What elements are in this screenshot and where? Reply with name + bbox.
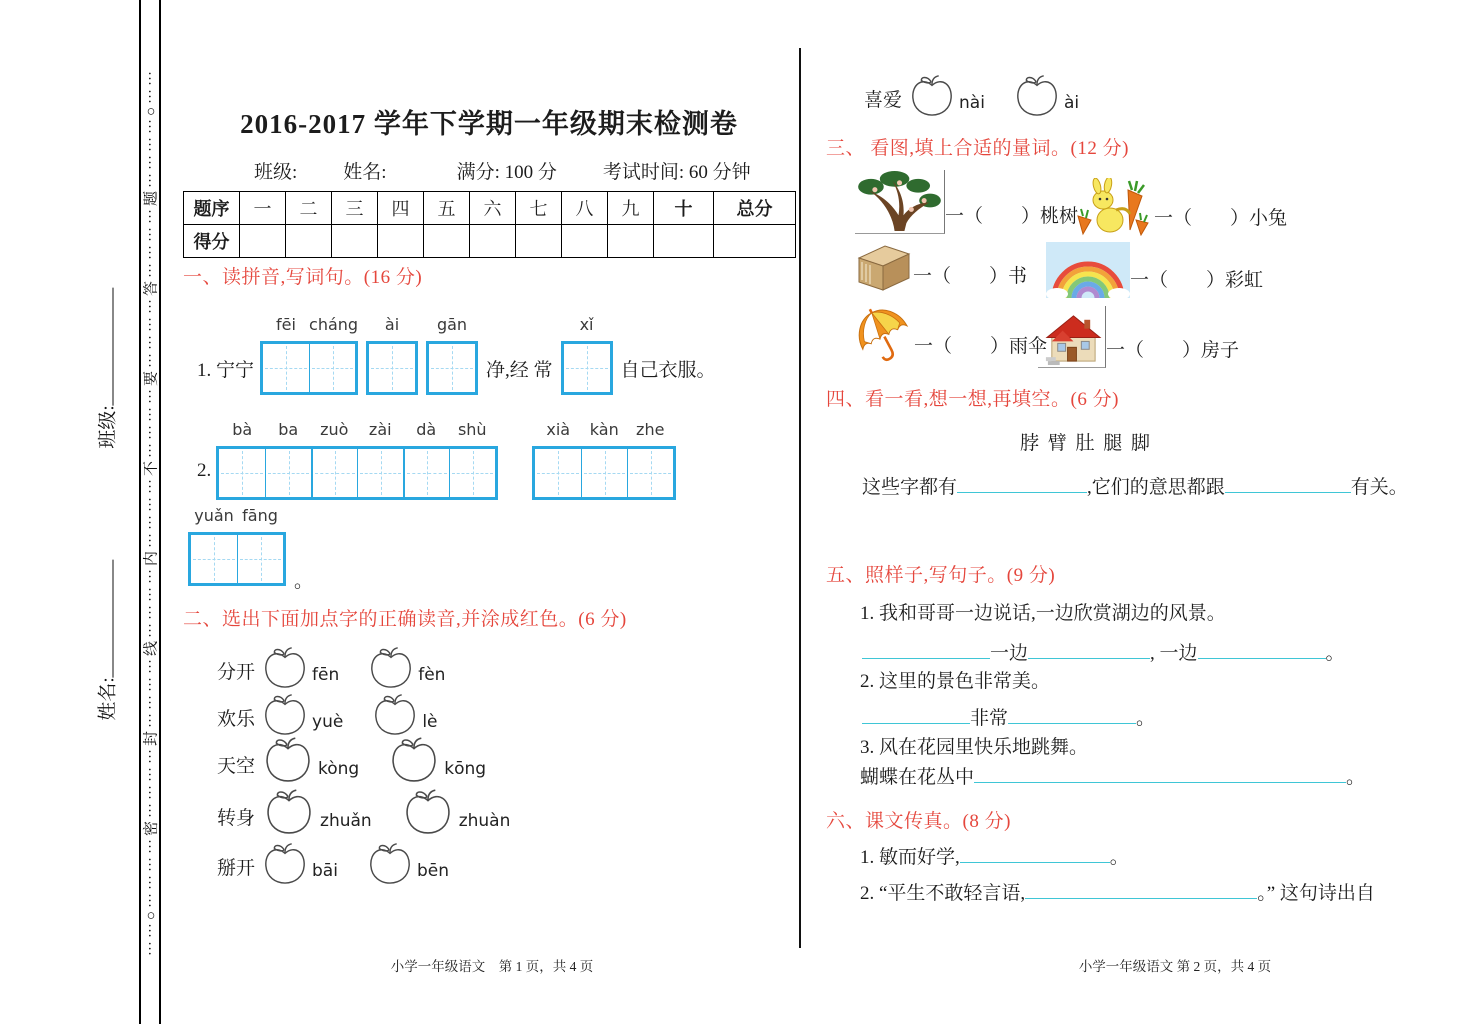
pinyin-grid-yuanfang [188, 506, 286, 586]
score-row-label: 得分 [184, 225, 240, 258]
section4-fill-line [862, 472, 1408, 499]
writing-cells [188, 532, 286, 586]
info-score: 满分: 100 分 [456, 162, 557, 183]
s6-i2-end: 。” 这句诗出自 [1257, 883, 1375, 904]
pinyin-grid-xi [561, 315, 613, 395]
item2-number: 2. [197, 460, 212, 481]
writing-cell [564, 344, 610, 392]
writing-cells [366, 341, 418, 395]
s5-f3-end: 。 [1346, 767, 1366, 788]
pinyin-labels [219, 420, 495, 446]
page1-footer: 小学一年级语文 第 1 页，共 4 页 [390, 959, 594, 974]
s2-option: bēn [416, 861, 449, 881]
pinyin-labels [429, 315, 475, 341]
score-cell [608, 225, 654, 258]
pinyin-label: fēi [276, 315, 296, 334]
s2-option: nài [959, 93, 985, 113]
section6-title: 六、课文传真。(8 分) [826, 811, 1011, 832]
s5-f2-a: 非常 [970, 708, 1009, 729]
item1-number-prefix [197, 355, 254, 382]
score-col: 八 [562, 192, 608, 225]
section2-row [217, 788, 510, 834]
item1-mid-text: 净,经 常 [486, 360, 553, 381]
s2-option: fēn [312, 665, 340, 685]
s4-post: 有关。 [1350, 477, 1408, 498]
section3-item-umbrella [852, 304, 1047, 364]
writing-cells [426, 341, 478, 395]
s6-i2-pre: 2. “平生不敢轻言语, [860, 883, 1026, 904]
writing-cells [561, 341, 613, 395]
writing-cell [265, 449, 311, 497]
seal-name-label [93, 559, 120, 720]
pinyin-grid-ai [366, 315, 418, 395]
pinyin-label: gān [436, 315, 468, 334]
s2-option: bāi [312, 861, 338, 881]
writing-cell [369, 344, 415, 392]
pinyin-labels [191, 506, 283, 532]
score-cell [240, 225, 286, 258]
writing-cell [357, 449, 403, 497]
section5-item2: 2. 这里的景色非常美。 [860, 671, 1051, 692]
score-cell [516, 225, 562, 258]
pinyin-label: dà [416, 420, 437, 439]
score-table-score-row [184, 225, 796, 258]
pinyin-label: xià [546, 420, 571, 439]
s2-word: 转身 [217, 808, 256, 829]
section1-item2 [197, 420, 684, 500]
score-col: 三 [332, 192, 378, 225]
pinyin-label: xǐ [579, 315, 594, 334]
item1-number: 1. [197, 360, 212, 381]
score-col: 六 [470, 192, 516, 225]
info-class: 班级: [254, 162, 298, 183]
s3-label: 一（ ）书 [913, 266, 1028, 287]
peach-tree-image [855, 170, 945, 234]
s2-option: kōng [444, 759, 487, 779]
writing-cells [216, 446, 498, 500]
pinyin-label: zuò [320, 420, 349, 439]
pinyin-labels [564, 315, 610, 341]
score-col: 九 [608, 192, 654, 225]
page-divider [799, 48, 801, 948]
s5-f1-a: 一边 [990, 643, 1029, 664]
s2-option: zhuǎn [320, 811, 372, 831]
rabbit-image [1072, 178, 1154, 236]
s2-option: ài [1063, 93, 1080, 113]
apple-icon [1011, 72, 1063, 116]
s3-label: 一（ ）雨伞 [914, 336, 1048, 357]
s4-pre: 这些字都有 [862, 477, 958, 498]
section3-item-rainbow [1046, 242, 1263, 298]
section5-title: 五、照样子,写句子。(9 分) [826, 565, 1056, 586]
pinyin-label: cháng [309, 315, 359, 334]
s3-label: 一（ ）房子 [1106, 340, 1240, 361]
page2-footer: 小学一年级语文 第 2 页，共 4 页 [1078, 959, 1272, 974]
seal-name-blank [96, 559, 113, 677]
s6-i1-pre: 1. 敏而好学, [860, 847, 960, 868]
section3-item-rabbit [1072, 178, 1287, 236]
pinyin-labels [263, 315, 359, 341]
answer-blank [1008, 704, 1136, 724]
section2-title: 二、选出下面加点字的正确读音,并涂成红色。(6 分) [183, 609, 627, 630]
section4-title: 四、看一看,想一想,再填空。(6 分) [826, 389, 1119, 410]
s2-option: kòng [318, 759, 360, 779]
writing-cell [581, 449, 627, 497]
pinyin-label: ba [278, 420, 299, 439]
section2-row [217, 642, 445, 688]
section5-item1-fill [862, 638, 1345, 665]
section2-cont-row [864, 70, 1079, 116]
seal-class-label [93, 287, 120, 448]
writing-cell [627, 449, 673, 497]
score-cell [378, 225, 424, 258]
section2-row [217, 736, 486, 782]
apple-icon [259, 691, 311, 735]
answer-blank [862, 639, 990, 659]
score-col: 七 [516, 192, 562, 225]
writing-cells [532, 446, 676, 500]
writing-cell [263, 344, 309, 392]
section3-item-house [1038, 306, 1239, 368]
s3-label: 一（ ）桃树 [945, 206, 1079, 227]
section5-item3-fill [860, 762, 1365, 789]
score-cell [562, 225, 608, 258]
pinyin-labels [535, 420, 673, 446]
section4-word-list: 脖 臂 肚 腿 脚 [1020, 433, 1153, 454]
s2-word: 分开 [217, 662, 256, 683]
score-col: 一 [240, 192, 286, 225]
section3-title: 三、 看图,填上合适的量词。(12 分) [826, 138, 1129, 159]
section5-item3: 3. 风在花园里快乐地跳舞。 [860, 737, 1089, 758]
info-time: 考试时间: 60 分钟 [602, 162, 751, 183]
apple-icon [259, 786, 319, 834]
seal-name-text: 姓名: [97, 677, 119, 721]
rainbow-image [1046, 242, 1130, 298]
writing-cells [260, 341, 358, 395]
answer-blank [1028, 639, 1150, 659]
section1-item2-line2 [188, 506, 313, 593]
score-cell [332, 225, 378, 258]
score-table [183, 191, 796, 258]
seal-class-text: 班级: [97, 405, 119, 449]
s2-word: 掰开 [217, 858, 256, 879]
writing-cell [309, 344, 355, 392]
s4-mid: ,它们的意思都跟 [1087, 477, 1225, 498]
s2-option: zhuàn [458, 811, 511, 831]
score-cell [714, 225, 796, 258]
apple-icon [398, 786, 458, 834]
score-col-ten: 十 [654, 192, 714, 225]
pinyin-grid-feichang [260, 315, 358, 395]
score-col-total: 总分 [714, 192, 796, 225]
s2-option: yuè [312, 712, 344, 732]
score-col: 四 [378, 192, 424, 225]
item1-suffix: 自己衣服。 [620, 360, 716, 381]
item1-prefix: 宁宁 [216, 360, 255, 381]
score-cell [286, 225, 332, 258]
writing-cell [311, 449, 357, 497]
score-cell [424, 225, 470, 258]
apple-icon [369, 691, 421, 735]
apple-icon [259, 644, 311, 688]
section1-item1 [197, 315, 716, 395]
pinyin-grid-gan [426, 315, 478, 395]
answer-blank [957, 473, 1087, 493]
seal-class-blank [96, 287, 113, 405]
apple-icon [364, 840, 416, 884]
pinyin-label: ài [384, 315, 400, 334]
s5-f3-pre: 蝴蝶在花丛中 [860, 767, 975, 788]
section2-row [217, 838, 449, 884]
answer-blank [1025, 879, 1257, 899]
s5-f1-end: 。 [1325, 643, 1345, 664]
apple-icon [365, 644, 417, 688]
score-table-header-row [184, 192, 796, 225]
score-cell [654, 225, 714, 258]
score-cell [470, 225, 516, 258]
score-col: 二 [286, 192, 332, 225]
section6-item1 [860, 842, 1129, 869]
page-title: 2016-2017 学年下学期一年级期末检测卷 [240, 109, 738, 139]
answer-blank [862, 704, 970, 724]
s3-label: 一（ ）小兔 [1154, 208, 1288, 229]
pinyin-grid-baba-zuozai-dashu [216, 420, 498, 500]
writing-cell [403, 449, 449, 497]
umbrella-image [852, 304, 914, 364]
seal-line-text: ⋯⋯○⋯⋯⋯⋯密⋯⋯⋯⋯封⋯⋯⋯⋯线⋯⋯⋯⋯内⋯⋯⋯⋯不⋯⋯⋯⋯要⋯⋯⋯⋯答⋯⋯⋯⋯题⋯⋯⋯⋯○⋯⋯ [143, 67, 160, 957]
section2-row [217, 689, 438, 735]
pinyin-label: yuǎn [194, 506, 234, 525]
pinyin-label: fāng [242, 506, 278, 525]
writing-cell [219, 449, 265, 497]
writing-cell [449, 449, 495, 497]
s3-label: 一（ ）彩虹 [1130, 270, 1264, 291]
apple-icon [385, 734, 443, 782]
answer-blank [1198, 639, 1326, 659]
section1-title: 一、读拼音,写词句。(16 分) [183, 267, 423, 288]
s2-word: 欢乐 [217, 709, 256, 730]
writing-cell [535, 449, 581, 497]
section5-item1: 1. 我和哥哥一边说话,一边欣赏湖边的风景。 [860, 603, 1226, 624]
pinyin-label: zhe [636, 420, 665, 439]
s6-i1-end: 。 [1109, 847, 1129, 868]
s5-f1-b: , 一边 [1150, 643, 1198, 664]
section3-item-book [855, 240, 1027, 294]
exam-info-line [254, 157, 797, 184]
info-name: 姓名: [343, 162, 387, 183]
writing-cell [429, 344, 475, 392]
s2-word: 天空 [217, 756, 256, 777]
apple-icon [906, 72, 958, 116]
score-col-label: 题序 [184, 192, 240, 225]
pinyin-labels [369, 315, 415, 341]
score-col: 五 [424, 192, 470, 225]
section3-item-tree [855, 170, 1078, 234]
s5-f2-end: 。 [1136, 708, 1156, 729]
section6-item2 [860, 878, 1375, 905]
writing-cell [237, 535, 283, 583]
s2-option: lè [422, 712, 438, 732]
book-image [855, 240, 913, 294]
apple-icon [259, 840, 311, 884]
answer-blank [960, 843, 1110, 863]
s2-option: fèn [418, 665, 446, 685]
pinyin-grid-xiakanzhe [532, 420, 676, 500]
pinyin-label: bà [232, 420, 253, 439]
item2-period: 。 [294, 571, 314, 592]
apple-icon [259, 734, 317, 782]
writing-cell [191, 535, 237, 583]
section5-item2-fill [862, 703, 1155, 730]
answer-blank [974, 763, 1346, 783]
answer-blank [1225, 473, 1351, 493]
pinyin-label: zài [368, 420, 392, 439]
s2-word: 喜爱 [864, 90, 903, 111]
house-image [1038, 306, 1106, 368]
pinyin-label: kàn [589, 420, 619, 439]
pinyin-label: shù [457, 420, 487, 439]
